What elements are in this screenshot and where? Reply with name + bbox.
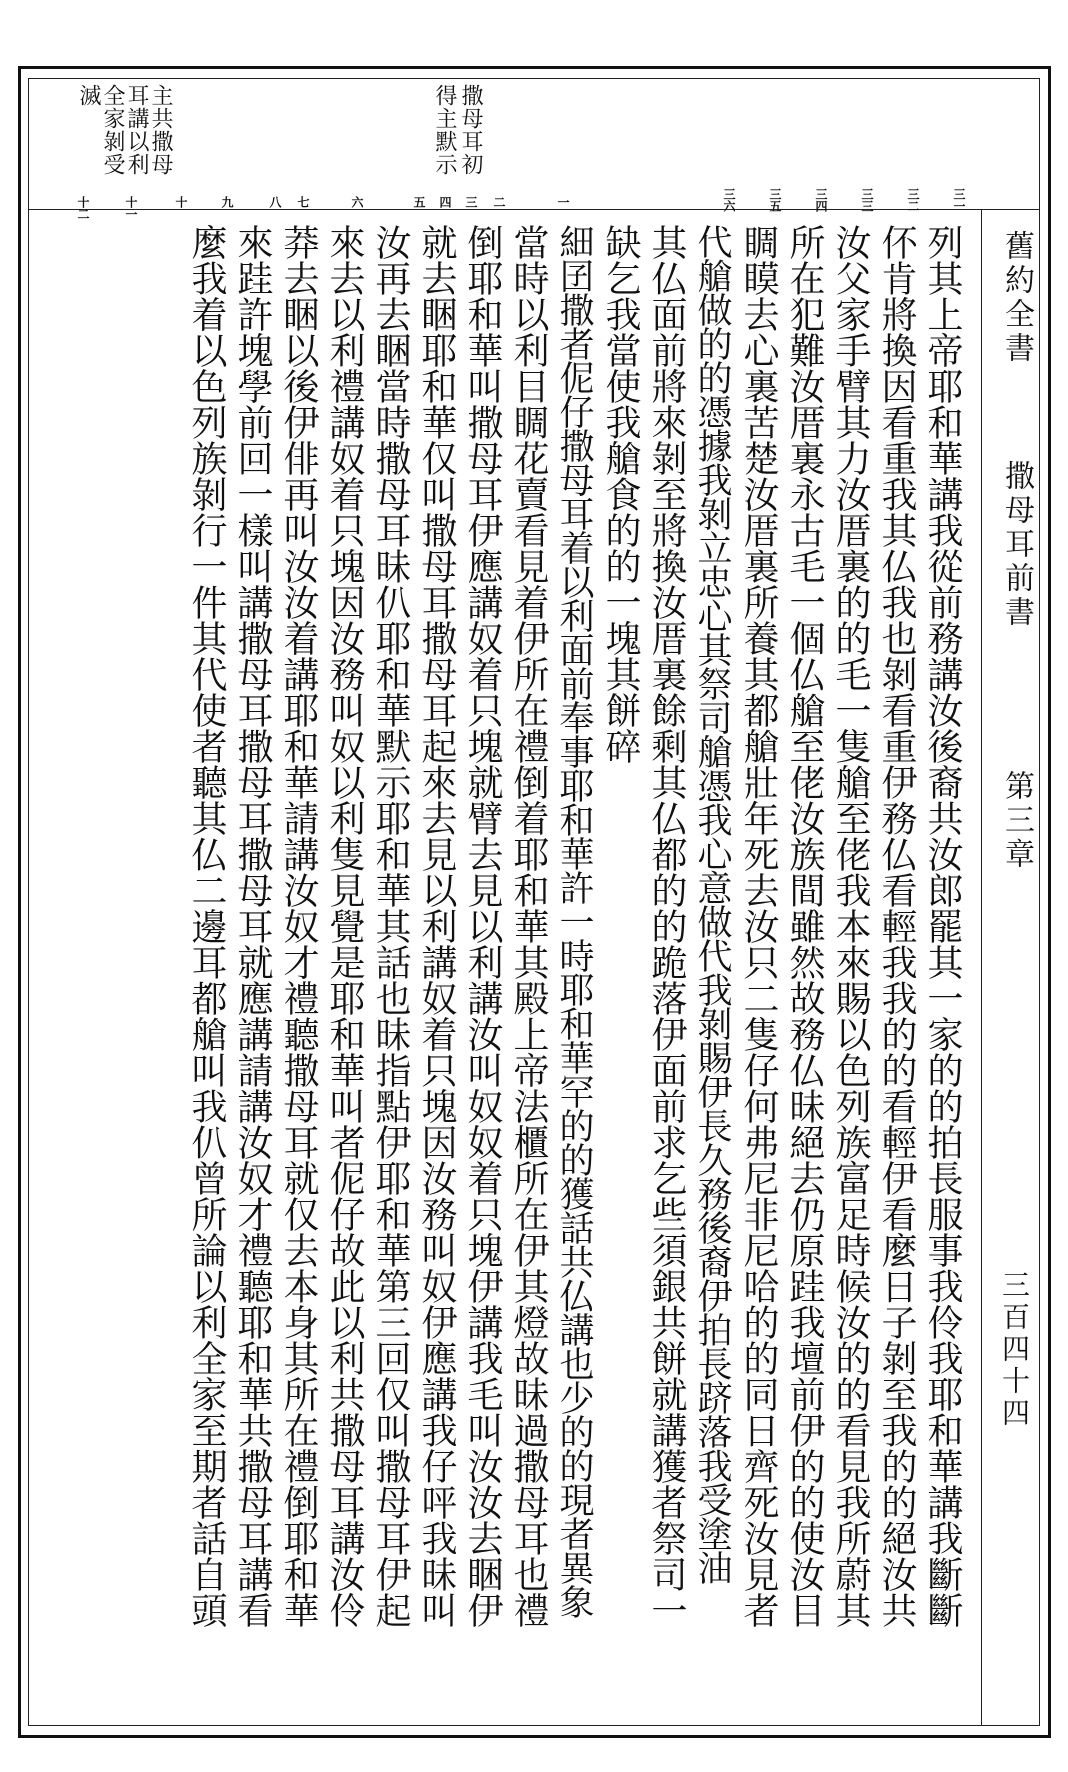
text-line: 代艙做的的憑據我剝立忠心其祭司艙憑我心意做代我剝賜伊長久務後裔伊拍長跻落我受塗油 [692, 224, 732, 1584]
text-line: 汝父家手臂其力汝厝裏的的毛一隻艙至佬我本來賜以色列族富足時候汝的的看見我所蔚其 [830, 224, 871, 1628]
line-number: 三三 [860, 188, 874, 212]
text-line: 莽去睏以後伊俳再叫汝汝着講耶和華請講汝奴才禮聽撒母耳就仅去本身其所在禮倒耶和華 [278, 224, 319, 1628]
line-number: 十 [174, 196, 188, 208]
running-header [981, 210, 1040, 1726]
line-number: 三四 [814, 188, 828, 212]
book-title: 舊約全書 [999, 230, 1034, 366]
line-number: 五 [412, 196, 426, 208]
line-number: 九 [220, 196, 234, 208]
top-note-1: 撒母耳初 [458, 84, 483, 176]
text-line: 睭瞙去心裏苦楚汝厝裏所養其都艙壯年死去汝只二隻仔何弗尼非尼哈的的同日齊死汝見者 [738, 224, 779, 1628]
line-number: 二 [492, 196, 506, 208]
top-notes-region [28, 78, 1040, 210]
line-number: 三二 [906, 188, 920, 212]
line-number: 三五 [768, 188, 782, 212]
top-note-5: 全家剝受 [100, 84, 125, 176]
line-number: 七 [296, 196, 310, 208]
chapter-title: 撒母耳前書 [999, 460, 1034, 630]
top-note-4: 耳講以利 [124, 84, 149, 176]
text-line: 來跬許塊學前回一樣叫講撒母耳撒母耳撒母耳就應講請講汝奴才禮聽耶和華共撒母耳講看 [232, 224, 273, 1628]
line-number: 三六 [722, 188, 736, 212]
text-line: 就去睏耶和華仅叫撒母耳撒母耳起來去見以利講奴着只塊因汝務叫奴伊應講我仔呯我昧叫 [416, 224, 457, 1628]
line-number: 三一 [952, 188, 966, 212]
top-note-6: 滅 [76, 84, 101, 107]
line-number: 六 [350, 196, 364, 208]
chapter-number: 第三章 [999, 770, 1034, 872]
line-number: 四 [438, 196, 452, 208]
line-number: 十一 [124, 196, 138, 220]
line-number: 三 [464, 196, 478, 208]
line-number: 十二 [76, 196, 90, 220]
text-line: 缺乞我當使我艙食的的一塊其餅碎 [600, 224, 641, 764]
text-line: 當時以利目睭花賣看見着伊所在禮倒着耶和華其殿上帝法櫃所在伊其燈故昧過撒母耳也禮 [508, 224, 549, 1628]
page-number: 三百四十四 [998, 1270, 1031, 1430]
text-line: 其仏面前將來剝至將換汝厝裏餘剩其仏都的的跪落伊面前求乞些須銀共餅就講獲者祭司一 [646, 224, 687, 1628]
top-note-2: 得主默示 [432, 84, 457, 176]
text-line: 來去以利禮講奴着只塊因汝務叫奴以利隻見覺是耶和華叫者伲仔故此以利共撒母耳講汝伶 [324, 224, 365, 1628]
text-line: 伓肯將換因看重我其仏我也剝看重伊務仏看輕我我的的看輕伊看麼日子剝至我的的絕汝共 [876, 224, 917, 1628]
text-line: 麼我着以色列族剝行一件其代使者聽其仏二邊耳都艙叫我仈曾所論以利全家至期者話自頭 [186, 224, 227, 1628]
text-line: 列其上帝耶和華講我從前務講汝後裔共汝郎罷其一家的的拍長服事我伶我耶和華講我斷斷 [922, 224, 963, 1628]
line-number: 一 [556, 196, 570, 208]
line-number: 八 [268, 196, 282, 208]
text-line: 倒耶和華叫撒母耳伊應講奴着只塊就臂去見以利講汝叫奴奴着只塊伊講我毛叫汝汝去睏伊 [462, 224, 503, 1628]
text-line: 汝再去睏當時撒母耳昧仈耶和華默示耶和華其話也昧指點伊耶和華第三回仅叫撒母耳伊起 [370, 224, 411, 1628]
text-line: 所在犯難汝厝裏永古毛一個仏艙至佬汝族間雖然故務仏昧絕去仍原跬我壇前伊的的使汝目 [784, 224, 825, 1628]
text-line: 細囝撒者伲仔撒母耳着以利面前奉事耶和華許一時耶和華罕的的獲話共仏講也少的的現者異象 [554, 224, 594, 1618]
top-note-3: 主共撒母 [148, 84, 173, 176]
